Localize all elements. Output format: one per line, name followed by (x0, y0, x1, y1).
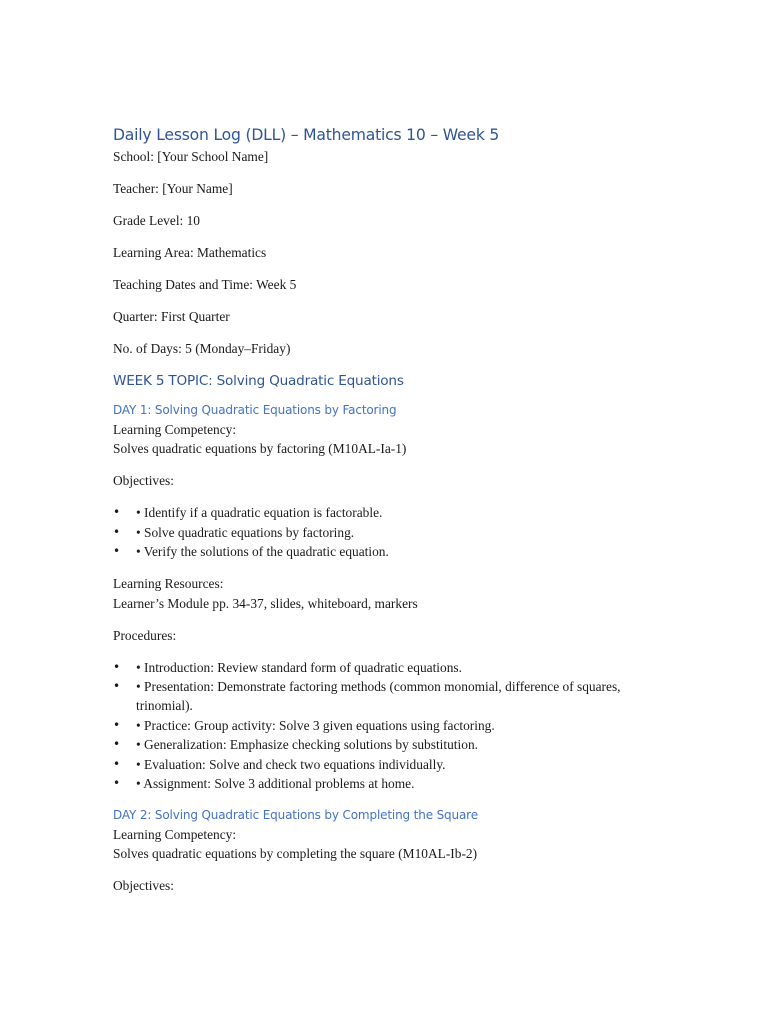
procedure-text: • Presentation: Demonstrate factoring methods (common monomial, difference of squares, trinomial). (136, 679, 621, 714)
day2-heading: DAY 2: Solving Quadratic Equations by Completing the Square (113, 808, 478, 823)
procedure-text: • Introduction: Review standard form of quadratic equations. (136, 659, 462, 675)
bullet-icon: • (113, 524, 121, 539)
info-grade-level: Grade Level: 10 (113, 213, 200, 228)
objective-text: • Verify the solutions of the quadratic equation. (136, 544, 389, 560)
info-teaching-dates: Teaching Dates and Time: Week 5 (113, 277, 297, 292)
day2-competency-label: Learning Competency: (113, 827, 237, 843)
day1-heading: DAY 1: Solving Quadratic Equations by Factoring (113, 403, 397, 417)
list-item (113, 523, 643, 542)
list-item (113, 735, 643, 754)
list-item (113, 503, 643, 522)
day1-resources-label: Learning Resources: (113, 576, 224, 592)
list-item (113, 542, 643, 561)
day1-procedures-label: Procedures: (113, 627, 177, 643)
procedure-text: • Evaluation: Solve and check two equations individually. (136, 756, 446, 772)
procedure-text: • Generalization: Emphasize checking solutions by substitution. (136, 737, 478, 753)
list-item (113, 677, 643, 716)
objective-text: • Identify if a quadratic equation is factorable. (136, 505, 383, 521)
info-teacher: Teacher: [Your Name] (113, 181, 233, 196)
document-title: Daily Lesson Log (DLL) – Mathematics 10 – Week 5 (113, 126, 500, 144)
info-quarter: Quarter: First Quarter (113, 309, 230, 324)
bullet-icon: • (113, 679, 121, 694)
info-school: School: [Your School Name] (113, 149, 269, 164)
bullet-icon: • (113, 505, 121, 520)
bullet-icon: • (113, 737, 121, 752)
procedure-text: • Assignment: Solve 3 additional problems at home. (136, 776, 415, 792)
info-days: No. of Days: 5 (Monday–Friday) (113, 341, 291, 356)
list-item (113, 716, 643, 735)
bullet-icon: • (113, 659, 121, 674)
bullet-icon: • (113, 756, 121, 771)
day1-objectives-list (113, 503, 643, 561)
list-item (113, 755, 643, 774)
bullet-icon: • (113, 776, 121, 791)
day1-competency: Solves quadratic equations by factoring (M10AL-Ia-1) (113, 441, 407, 457)
procedure-text: • Practice: Group activity: Solve 3 given equations using factoring. (136, 717, 495, 733)
day2-competency: Solves quadratic equations by completing the square (M10AL-Ib-2) (113, 846, 478, 862)
day1-competency-label: Learning Competency: (113, 422, 237, 437)
document-page (113, 124, 643, 908)
week-topic-heading: WEEK 5 TOPIC: Solving Quadratic Equations (113, 373, 404, 389)
day2-objectives-label: Objectives: (113, 878, 174, 894)
day1-objectives-label: Objectives: (113, 473, 174, 489)
list-item (113, 658, 643, 677)
day1-resources: Learner’s Module pp. 34-37, slides, whiteboard, markers (113, 595, 418, 611)
objective-text: • Solve quadratic equations by factoring. (136, 524, 355, 540)
day1-procedures-list (113, 658, 643, 794)
bullet-icon: • (113, 544, 121, 559)
bullet-icon: • (113, 717, 121, 732)
list-item (113, 774, 643, 793)
info-learning-area: Learning Area: Mathematics (113, 245, 267, 260)
